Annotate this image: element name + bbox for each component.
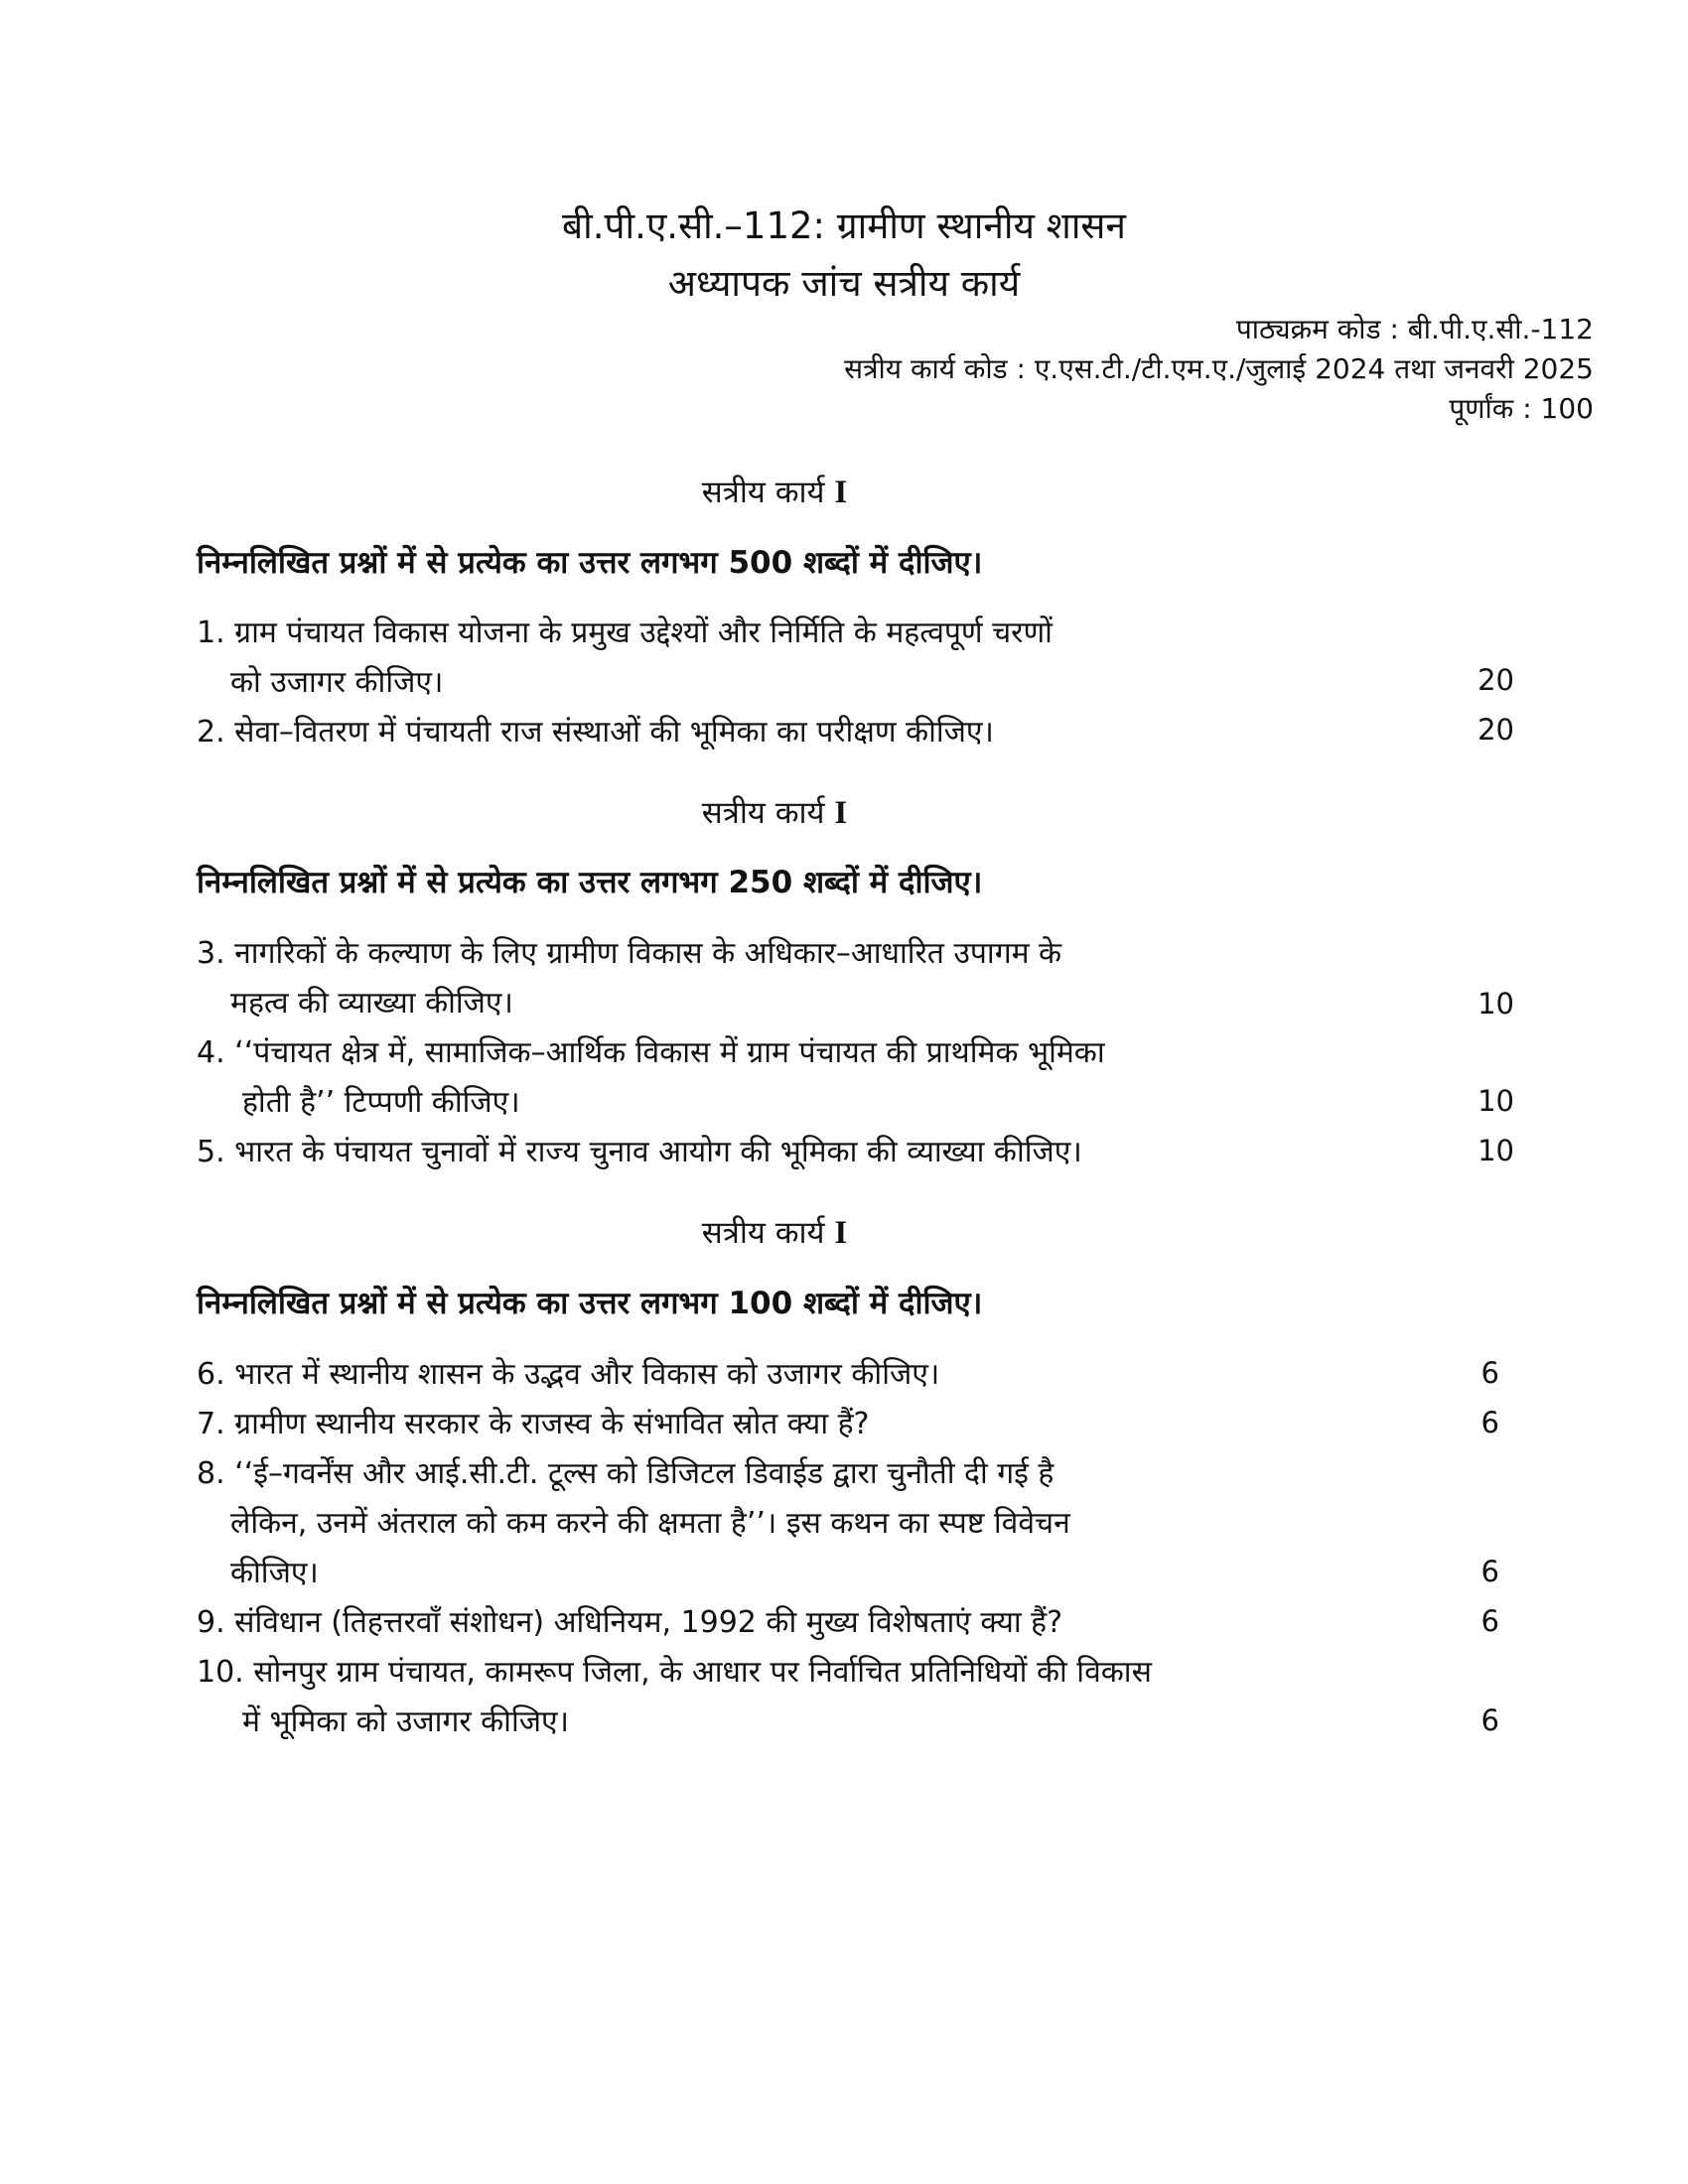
question-line: 9. संविधान (तिहत्तरवाँ संशोधन) अधिनियम, 1992 की मुख्य विशेषताएं क्या हैं? xyxy=(197,1605,1062,1640)
section-heading-text: सत्रीय कार्य xyxy=(701,475,835,510)
max-marks: पूर्णांक : 100 xyxy=(1449,392,1594,425)
question-line: 10. सोनपुर ग्राम पंचायत, कामरूप जिला, के आधार पर निर्वाचित प्रतिनिधियों की विकास xyxy=(197,1655,1152,1690)
question-line: 6. भारत में स्थानीय शासन के उद्भव और विकास को उजागर कीजिए। xyxy=(197,1357,940,1392)
section-instruction: निम्नलिखित प्रश्नों में से प्रत्येक का उत्तर लगभग 250 शब्दों में दीजिए। xyxy=(197,865,983,900)
document-subtitle: अध्यापक जांच सत्रीय कार्य xyxy=(667,262,1021,305)
question-marks: 20 xyxy=(1477,663,1514,697)
section-heading-numeral: I xyxy=(834,475,848,510)
question-line: 2. सेवा–वितरण में पंचायती राज संस्थाओं की भूमिका का परीक्षण कीजिए। xyxy=(197,715,994,750)
section-instruction: निम्नलिखित प्रश्नों में से प्रत्येक का उत्तर लगभग 500 शब्दों में दीजिए। xyxy=(197,545,983,581)
section-heading xyxy=(0,1211,1549,1253)
question-marks: 20 xyxy=(1477,713,1514,747)
course-code: पाठ्यक्रम कोड : बी.पी.ए.सी.-112 xyxy=(1235,313,1594,345)
section-heading xyxy=(0,471,1549,512)
section-heading-numeral: I xyxy=(834,795,848,831)
question-line: 8. ‘‘ई–गवर्नेंस और आई.सी.टी. टूल्स को डिजिटल डिवाईड द्वारा चुनौती दी गई है xyxy=(197,1456,1055,1491)
question-marks: 10 xyxy=(1477,1134,1514,1167)
question-line: 3. नागरिकों के कल्याण के लिए ग्रामीण विकास के अधिकार–आधारित उपागम के xyxy=(197,936,1062,971)
question-marks: 6 xyxy=(1480,1555,1499,1588)
question-line: 4. ‘‘पंचायत क्षेत्र में, सामाजिक–आर्थिक विकास में ग्राम पंचायत की प्राथमिक भूमिका xyxy=(197,1035,1105,1070)
question-line: 5. भारत के पंचायत चुनावों में राज्य चुनाव आयोग की भूमिका की व्याख्या कीजिए। xyxy=(197,1135,1082,1169)
assignment-code: सत्रीय कार्य कोड : ए.एस.टी./टी.एम.ए./जुलाई 2024 तथा जनवरी 2025 xyxy=(844,352,1594,385)
question-line: 1. ग्राम पंचायत विकास योजना के प्रमुख उद्देश्यों और निर्मिति के महत्वपूर्ण चरणों xyxy=(197,615,1053,650)
question-marks: 6 xyxy=(1480,1704,1499,1737)
document-title: बी.पी.ए.सी.–112: ग्रामीण स्थानीय शासन xyxy=(562,205,1126,247)
question-line: लेकिन, उनमें अंतराल को कम करने की क्षमता है’’। इस कथन का स्पष्ट विवेचन xyxy=(230,1506,1070,1541)
question-marks: 6 xyxy=(1480,1356,1499,1390)
question-marks: 10 xyxy=(1477,987,1514,1021)
section-instruction: निम्नलिखित प्रश्नों में से प्रत्येक का उत्तर लगभग 100 शब्दों में दीजिए। xyxy=(197,1286,983,1321)
question-line: महत्व की व्याख्या कीजिए। xyxy=(230,986,513,1021)
question-line: होती है’’ टिप्पणी कीजिए। xyxy=(242,1085,520,1120)
section-heading-text: सत्रीय कार्य xyxy=(701,795,835,831)
section-heading xyxy=(0,791,1549,833)
section-heading-text: सत्रीय कार्य xyxy=(701,1215,835,1251)
section-heading-numeral: I xyxy=(834,1215,848,1251)
question-marks: 6 xyxy=(1480,1604,1499,1638)
question-line: में भूमिका को उजागर कीजिए। xyxy=(242,1705,569,1739)
question-line: को उजागर कीजिए। xyxy=(230,665,444,700)
question-line: कीजिए। xyxy=(230,1556,319,1590)
question-line: 7. ग्रामीण स्थानीय सरकार के राजस्व के संभावित स्रोत क्या हैं? xyxy=(197,1407,870,1441)
question-marks: 10 xyxy=(1477,1084,1514,1118)
question-marks: 6 xyxy=(1480,1406,1499,1439)
